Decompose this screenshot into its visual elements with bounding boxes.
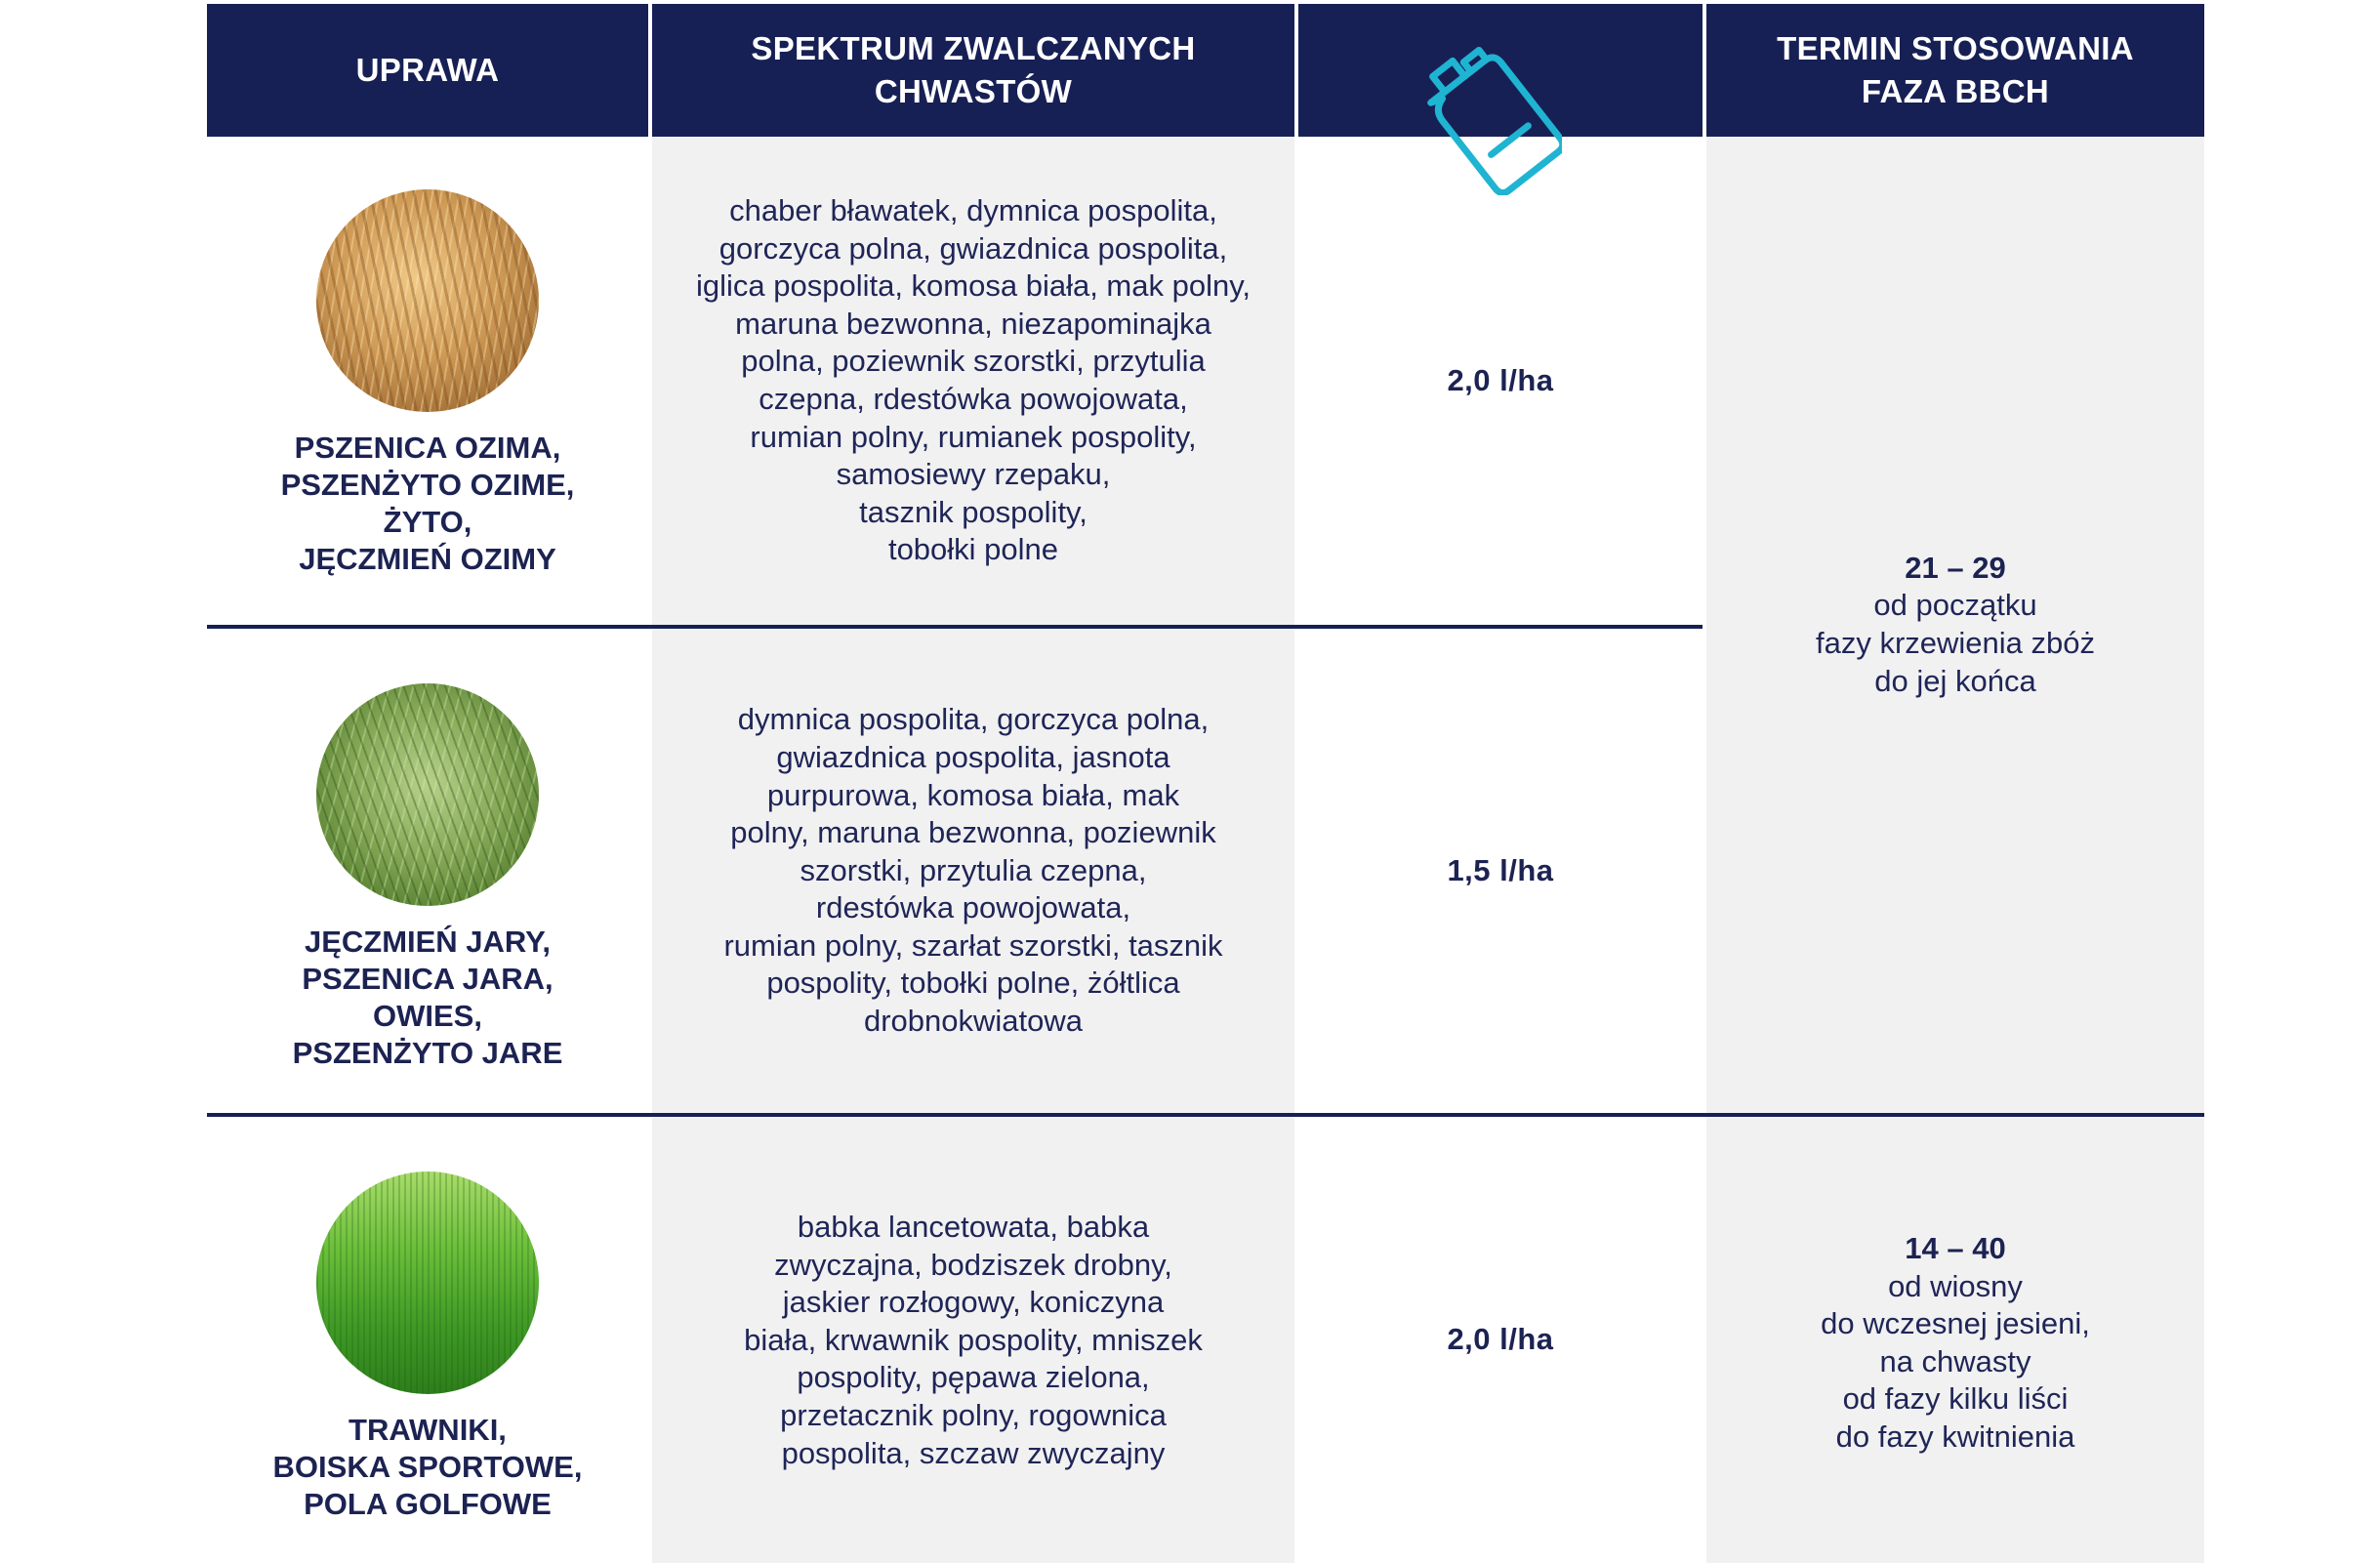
weeds-line: polna, poziewnik szorstki, przytulia (741, 344, 1206, 379)
term-line: od początku (1873, 588, 2037, 623)
row-1-weeds-text (696, 192, 1251, 569)
header-weeds (652, 4, 1294, 137)
term-line: fazy krzewienia zbóż (1815, 626, 2095, 660)
bbch-code: 21 – 29 (1905, 550, 2006, 585)
term-line: od fazy kilku liści (1842, 1381, 2069, 1417)
crop-name-line: PSZENŻYTO JARE (292, 1036, 563, 1070)
weeds-line: dymnica pospolita, gorczyca polna, (737, 702, 1210, 737)
weeds-line: pospolity, tobołki polne, żółtlica (766, 966, 1180, 1001)
term-line: do fazy kwitnienia (1835, 1419, 2075, 1454)
weeds-line: samosiewy rzepaku, (836, 457, 1111, 492)
row-3-crop-cell (207, 1117, 648, 1563)
wheat-field-photo (316, 189, 539, 412)
product-table (207, 4, 2204, 1563)
weeds-line: chaber bławatek, dymnica pospolita, (729, 193, 1217, 228)
weeds-line: biała, krwawnik pospolity, mniszek (744, 1322, 1203, 1357)
weeds-line: rdestówka powojowata, (815, 890, 1131, 925)
term-line: do jej końca (1874, 663, 2036, 698)
term-lawns-text (1821, 1230, 2090, 1457)
weeds-line: tobołki polne (887, 532, 1059, 567)
header-crop (207, 4, 648, 137)
barley-field-photo (316, 683, 539, 906)
header-crop-label: UPRAWA (355, 52, 500, 88)
weeds-line: drobnokwiatowa (863, 1004, 1084, 1039)
canister-pour-icon (1414, 29, 1562, 195)
crop-name-line: TRAWNIKI, (349, 1413, 507, 1447)
row-3-weeds-text (744, 1209, 1203, 1472)
row-1-dose: 2,0 l/ha (1447, 363, 1554, 397)
term-line: na chwasty (1879, 1343, 2031, 1378)
weeds-line: tasznik pospolity, (859, 494, 1087, 529)
row-1-dose-cell (1298, 137, 1703, 625)
weeds-line: rumian polny, rumianek pospolity, (750, 419, 1197, 454)
crop-name-line: OWIES, (373, 999, 482, 1033)
row-3-weeds-cell (652, 1117, 1294, 1563)
weeds-line: jaskier rozłogowy, koniczyna (782, 1285, 1165, 1320)
weeds-line: gorczyca polna, gwiazdnica pospolita, (718, 230, 1228, 266)
row-3-dose-cell (1298, 1117, 1703, 1563)
row-2-crop-name (293, 924, 563, 1072)
row-1-crop-name (281, 430, 575, 578)
weeds-line: purpurowa, komosa biała, mak (766, 777, 1180, 812)
weeds-line: maruna bezwonna, niezapominajka (735, 306, 1211, 341)
bbch-code: 14 – 40 (1905, 1231, 2006, 1265)
header-term (1706, 4, 2204, 137)
row-2-dose-cell (1298, 629, 1703, 1113)
crop-name-line: JĘCZMIEŃ JARY, (304, 925, 552, 959)
header-term-line2: FAZA BBCH (1861, 73, 2050, 109)
header-weeds-line2: CHWASTÓW (874, 73, 1073, 109)
term-cereals-text (1816, 550, 2095, 700)
row-2-dose: 1,5 l/ha (1447, 853, 1554, 887)
crop-name-line: PSZENICA OZIMA, (294, 431, 561, 465)
weeds-line: zwyczajna, bodziszek drobny, (774, 1247, 1172, 1282)
term-cell-cereals (1706, 137, 2204, 1113)
crop-name-line: PSZENŻYTO OZIME, (280, 468, 575, 502)
term-cell-lawns (1706, 1117, 2204, 1563)
term-line: od wiosny (1888, 1268, 2023, 1303)
weeds-line: czepna, rdestówka powojowata, (759, 382, 1188, 416)
weeds-line: rumian polny, szarłat szorstki, tasznik (723, 927, 1223, 963)
crop-name-line: PSZENICA JARA, (302, 962, 554, 996)
crop-name-line: ŻYTO, (383, 505, 472, 539)
crop-name-line: POLA GOLFOWE (304, 1487, 552, 1521)
row-3-crop-name (273, 1412, 583, 1523)
crop-name-line: JĘCZMIEŃ OZIMY (299, 542, 556, 576)
row-1-crop-cell (207, 137, 648, 625)
row-3-dose: 2,0 l/ha (1447, 1322, 1554, 1356)
lawn-grass-photo (316, 1172, 539, 1394)
row-1-weeds-cell (652, 137, 1294, 625)
row-2-crop-cell (207, 629, 648, 1113)
header-term-line1: TERMIN STOSOWANIA (1777, 30, 2134, 66)
weeds-line: pospolita, szczaw zwyczajny (781, 1435, 1166, 1470)
row-2-weeds-cell (652, 629, 1294, 1113)
weeds-line: iglica pospolita, komosa biała, mak polny, (695, 268, 1252, 304)
crop-name-line: BOISKA SPORTOWE, (272, 1450, 583, 1484)
weeds-line: polny, maruna bezwonna, poziewnik (730, 815, 1216, 850)
row-2-weeds-text (723, 701, 1222, 1040)
weeds-line: szorstki, przytulia czepna, (800, 852, 1147, 887)
weeds-line: babka lancetowata, babka (797, 1210, 1150, 1244)
weeds-line: pospolity, pępawa zielona, (797, 1360, 1150, 1395)
term-line: do wczesnej jesieni, (1821, 1306, 2090, 1341)
weeds-line: przetacznik polny, rogownica (780, 1397, 1167, 1432)
header-weeds-line1: SPEKTRUM ZWALCZANYCH (751, 30, 1196, 66)
weeds-line: gwiazdnica pospolita, jasnota (776, 739, 1170, 774)
